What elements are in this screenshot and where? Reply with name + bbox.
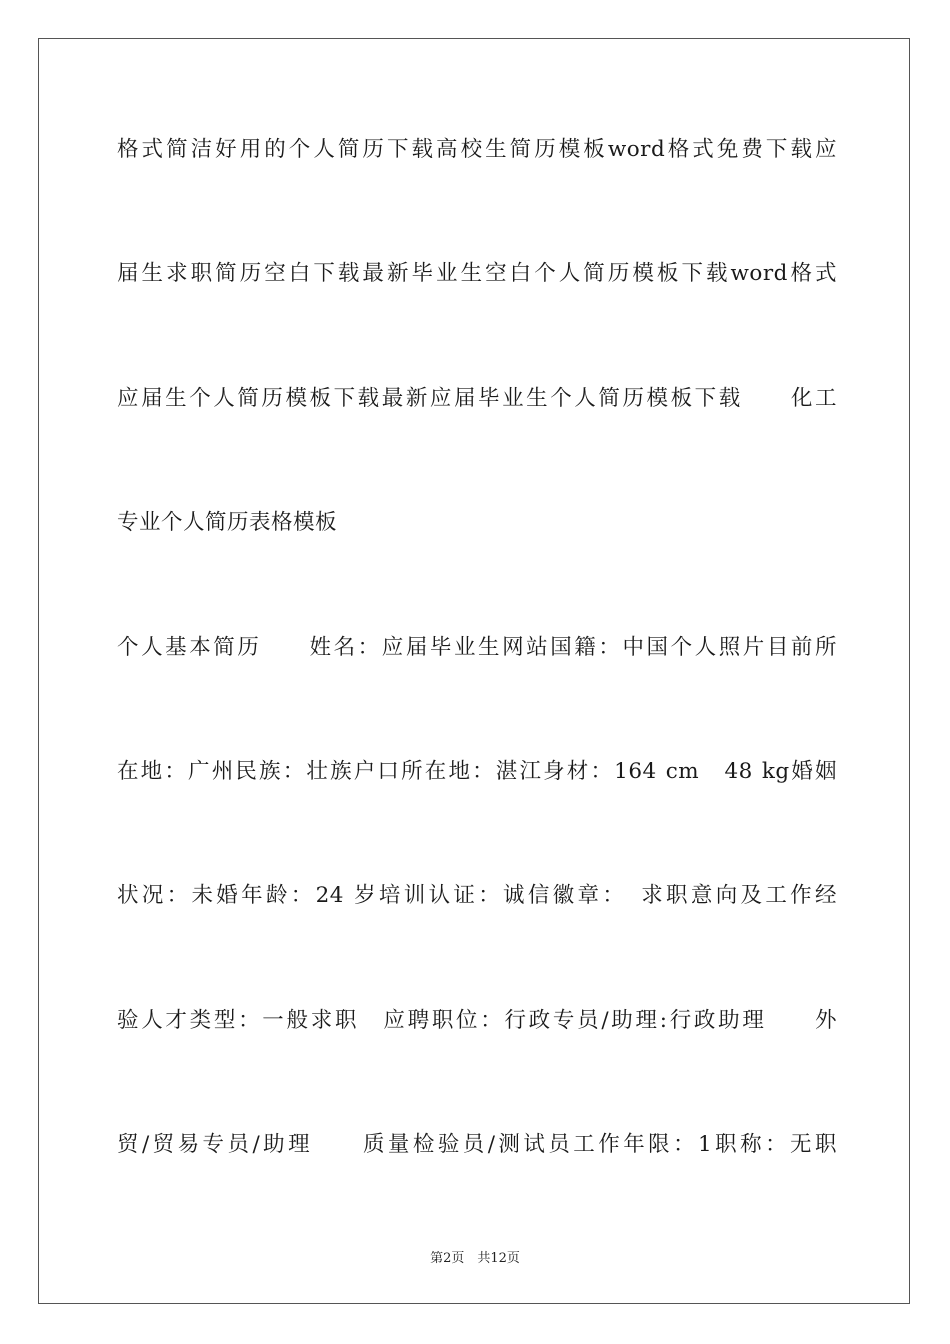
body-line: 在地：广州民族：壮族户口所在地：湛江身材：164 cm 48 kg婚姻 bbox=[117, 758, 837, 784]
body-line: 专业个人简历表格模板 bbox=[117, 510, 338, 536]
body-line: 状况：未婚年龄：24 岁培训认证：诚信徽章： 求职意向及工作经 bbox=[117, 883, 837, 909]
body-line: 格式简洁好用的个人简历下载高校生简历模板word格式免费下载应 bbox=[117, 137, 837, 162]
body-line: 验人才类型：一般求职 应聘职位：行政专员/助理:行政助理 外 bbox=[117, 1007, 837, 1033]
document-body bbox=[117, 131, 837, 1251]
body-line: 应届生个人简历模板下载最新应届毕业生个人简历模板下载 化工 bbox=[117, 385, 837, 411]
body-line: 个人基本简历 姓名：应届毕业生网站国籍：中国个人照片目前所 bbox=[117, 634, 837, 660]
page-number-footer: 第2页 共12页 bbox=[430, 1251, 520, 1266]
body-line: 贸/贸易专员/助理 质量检验员/测试员工作年限：1职称：无职 bbox=[117, 1132, 837, 1158]
body-line: 届生求职简历空白下载最新毕业生空白个人简历模板下载word格式 bbox=[117, 261, 837, 287]
